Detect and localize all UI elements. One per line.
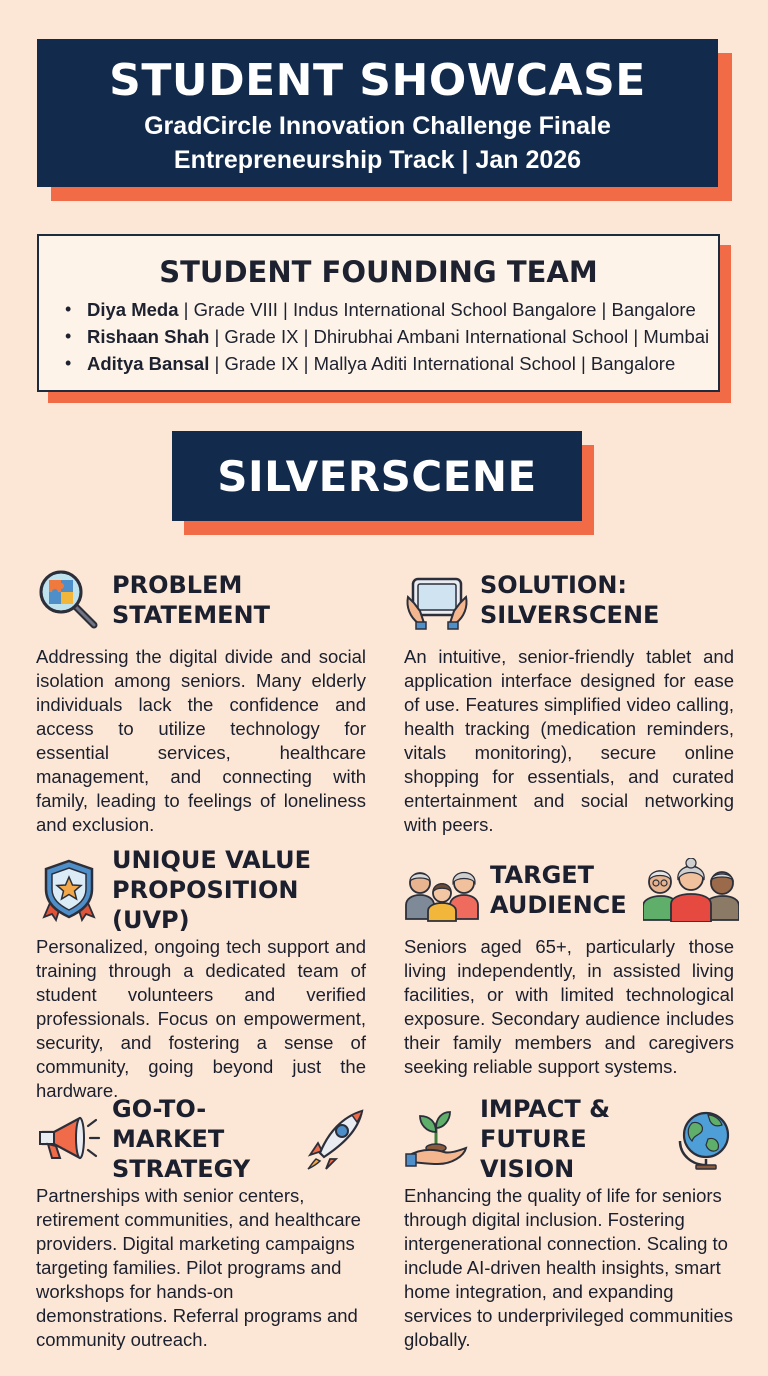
impact-title-line1: IMPACT & [480,1095,611,1123]
header-panel [37,39,718,187]
target-title-line1: TARGET [490,861,595,889]
solution-section [404,565,734,837]
member-details: | Grade IX | Mallya Aditi International School | Bangalore [209,353,676,374]
shield-star-icon [36,857,102,923]
member-name: Rishaan Shah [87,326,210,347]
member-details: | Grade IX | Dhirubhai Ambani International School | Mumbai [209,326,710,347]
impact-body: Enhancing the quality of life for seniors through digital inclusion. Fostering intergenerational connection. Scaling to include AI-driven health insights, smart home integration, and expanding services to underprivileged communities globally. [404,1185,734,1350]
uvp-title-line2: PROPOSITION (UVP) [112,876,299,934]
problem-section [36,565,366,837]
member-name: Aditya Bansal [87,353,210,374]
problem-title-line1: PROBLEM [112,571,243,599]
solution-title-line1: SOLUTION: [480,571,627,599]
plant-hand-icon [404,1106,470,1172]
member-details: | Grade VIII | Indus International School Bangalore | Bangalore [178,299,696,320]
magnifier-puzzle-icon [36,567,102,633]
product-name: SILVERSCENE [172,431,582,521]
problem-body: Addressing the digital divide and social isolation among seniors. Many elderly individuals lack the confidence and access to utilize technology for essential services, healthcare management, and connecting with family, leading to feelings of loneliness and exclusion. [36,646,366,835]
solution-body: An intuitive, senior-friendly tablet and application interface designed for ease of use. Features simplified video calling, health tracking (medication reminders, vitals monitoring), secure online shopping for essentials, and curated entertainment and social networking with peers. [404,646,734,835]
target-body: Seniors aged 65+, particularly those living independently, in assisted living facilities, or with limited technological exposure. Secondary audience includes their family members and caregivers seeking reliable support systems. [404,936,734,1077]
event-name: GradCircle Innovation Challenge Finale [144,112,611,140]
problem-title-line2: STATEMENT [112,601,271,629]
rocket-icon [302,1107,366,1171]
header-banner [37,39,718,187]
gtm-title-line2: STRATEGY [112,1155,251,1183]
team-member [79,323,710,350]
megaphone-icon [36,1106,102,1172]
member-name: Diya Meda [87,299,179,320]
gtm-body: Partnerships with senior centers, retirement communities, and healthcare providers. Digital marketing campaigns targeting families. Pilot programs and workshops for hands-on demonstrations. Referral programs and community outreach. [36,1185,361,1350]
target-title-line2: AUDIENCE [490,891,627,919]
gtm-section [36,1095,366,1352]
uvp-section [36,846,366,1103]
team-member [79,296,700,323]
solution-title-line2: SILVERSCENE [480,601,660,629]
gtm-title-line1: GO-TO-MARKET [112,1095,225,1153]
uvp-title-line1: UNIQUE VALUE [112,846,311,874]
page-title: STUDENT SHOWCASE [109,55,646,106]
impact-title-line2: FUTURE VISION [480,1125,587,1183]
team-title: STUDENT FOUNDING TEAM [159,255,598,289]
impact-section [404,1095,734,1352]
seniors-group-icon [643,858,739,922]
target-section [404,855,734,1079]
event-track-date: Entrepreneurship Track | Jan 2026 [173,146,582,174]
team-member [79,350,700,377]
product-banner [172,431,582,521]
family-group-icon [404,857,480,923]
uvp-body: Personalized, ongoing tech support and training through a dedicated team of student volunteers and verified professionals. Focus on empowerment, security, and fostering a sense of community, going beyond just the hardware. [36,936,366,1101]
team-card [37,234,720,392]
globe-icon [670,1107,734,1171]
team-panel [37,234,720,392]
team-list [79,296,710,377]
tablet-hands-icon [404,567,470,633]
